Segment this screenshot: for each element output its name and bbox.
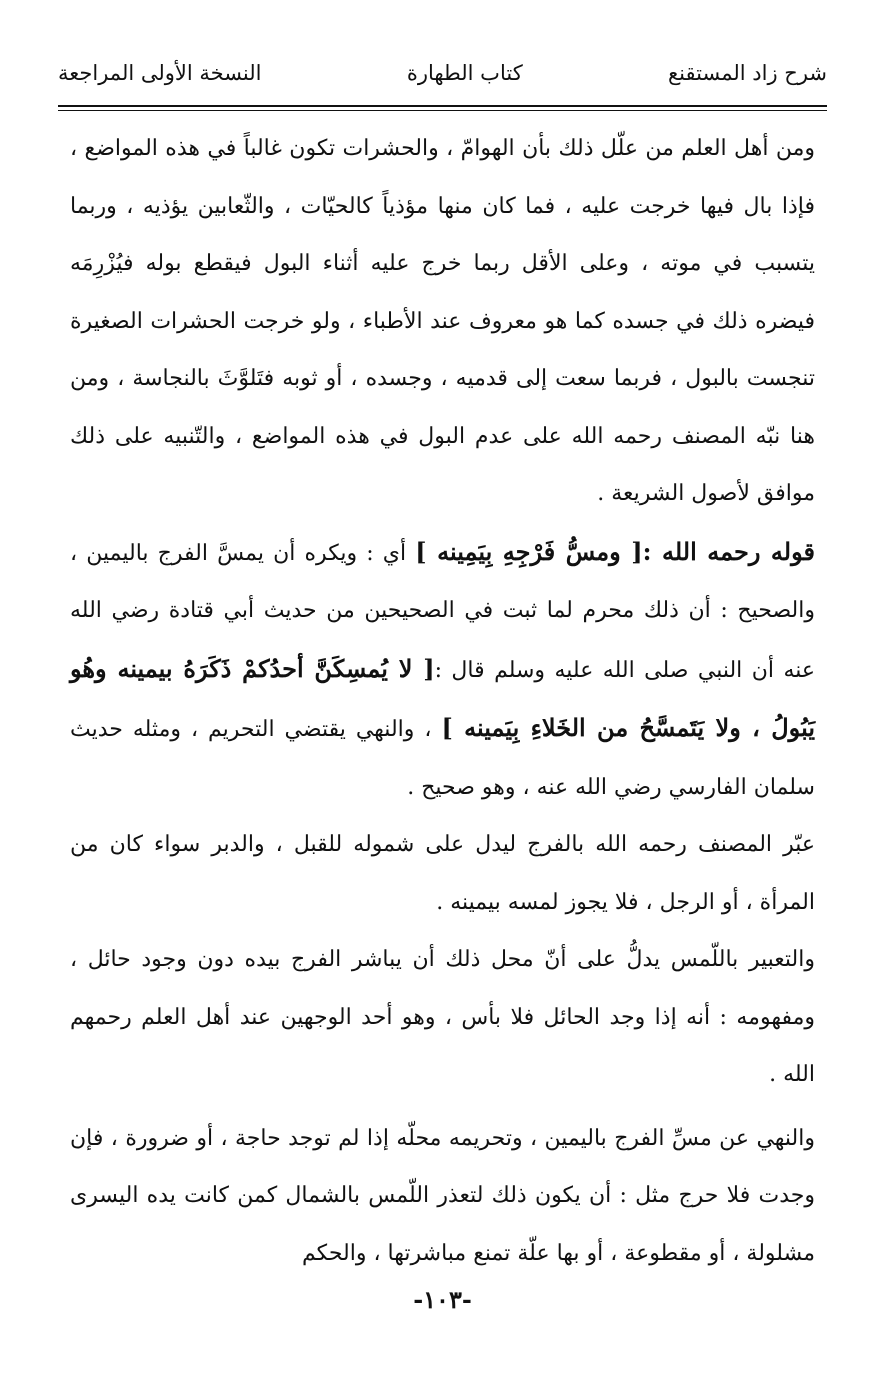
paragraph: عبّر المصنف رحمه الله بالفرج ليدل على شموله للقبل ، والدبر سواء كان من المرأة ، أو الرجل ، فلا يجوز لمسه بيمينه . <box>70 832 815 915</box>
paragraph-text: ، والنهي يقتضي التحريم ، ومثله حديث سلمان الفارسي رضي الله عنه ، وهو صحيح . <box>70 717 815 800</box>
paragraph-text: أي : ويكره أن يمسَّ الفرج باليمين ، والصحيح : أن ذلك محرم لما ثبت في الصحيحين من حديث أبي قتادة رضي الله عنه أن النبي صلى الله عليه وسلم قال : <box>70 540 815 683</box>
body-text <box>70 120 815 1282</box>
matn-quote: قوله رحمه الله :[ ومسُّ فَرْجِهِ بِيَمِينه ] <box>415 536 815 566</box>
page-number: -١٠٣- <box>413 1285 472 1314</box>
paragraph: والتعبير باللّمس يدلُّ على أنّ محل ذلك أن يباشر الفرج بيده دون وجود حائل ، ومفهومه : أنه إذا وجد الحائل فلا بأس ، وهو أحد الوجهين عند أهل العلم رحمهم الله . <box>70 947 815 1087</box>
header-chapter-title: كتاب الطهارة <box>406 61 523 85</box>
hadith-quote: [ لا يُمسِكَنَّ أحدُكمْ ذَكَرَهُ بيمينه وهُو يَبُولُ ، ولا يَتَمسَّحُ من الخَلاءِ بِيَمينه ] <box>70 653 815 742</box>
header-rule <box>58 105 827 107</box>
header-book-title: شرح زاد المستقنع <box>668 61 827 85</box>
running-header <box>58 50 827 96</box>
header-rule-thin <box>58 110 827 111</box>
paragraph-hadith <box>70 523 815 817</box>
header-edition-note: النسخة الأولى المراجعة <box>58 61 262 85</box>
paragraph: ومن أهل العلم من علّل ذلك بأن الهوامّ ، والحشرات تكون غالباً في هذه المواضع ، فإذا بال فيها خرجت عليه ، فما كان منها مؤذياً كالحيّات ، والثّعابين يؤذيه ، وربما يتسبب في موته ، وعلى الأقل ربما خرج عليه أثناء البول فيقطع بوله فيُزْرِمَه فيضره ذلك في جسده كما هو معروف عند الأطباء ، ولو خرجت الحشرات الصغيرة تنجست بالبول ، فربما سعت إلى قدميه ، وجسده ، أو ثوبه فتَلوَّثَ بالنجاسة ، ومن هنا نبّه المصنف رحمه الله على عدم البول في هذه المواضع ، والتّنبيه على ذلك موافق لأصول الشريعة . <box>70 136 815 506</box>
paragraph: والنهي عن مسِّ الفرج باليمين ، وتحريمه محلّه إذا لم توجد حاجة ، أو ضرورة ، فإن وجدت فلا حرج مثل : أن يكون ذلك لتعذر اللّمس بالشمال كمن كانت يده اليسرى مشلولة ، أو مقطوعة ، أو بها علّة تمنع مباشرتها ، والحكم <box>70 1125 815 1266</box>
